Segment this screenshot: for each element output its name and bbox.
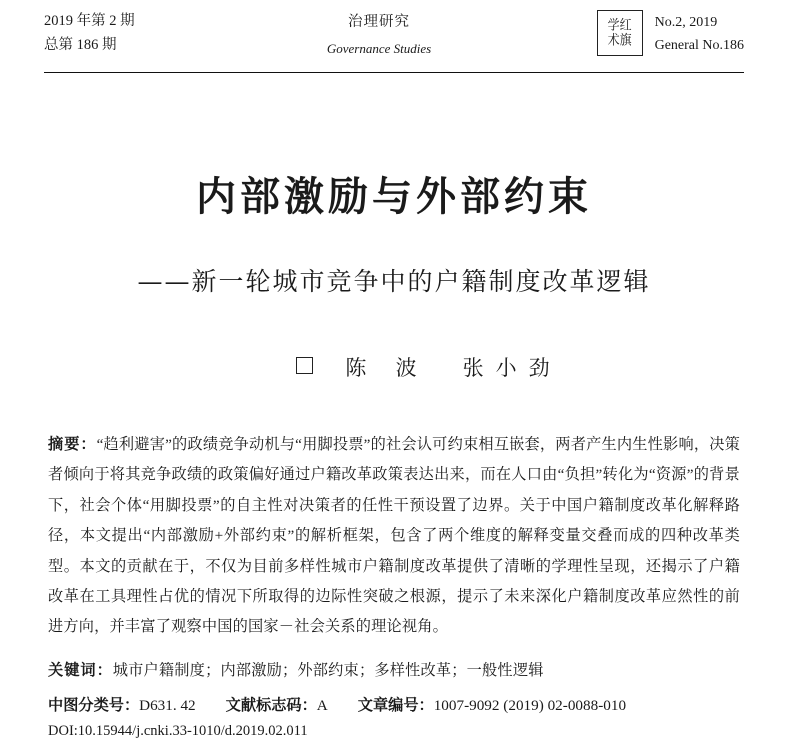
clc-group (48, 692, 196, 721)
issue-number-en: No.2, 2019 (654, 15, 718, 30)
journal-name-en: Governance Studies (326, 40, 432, 56)
keywords-label: 关键词： (48, 661, 113, 679)
header-right-group (534, 10, 744, 57)
author-name-2: 张小劲 (462, 356, 562, 380)
author-marker-icon (296, 357, 313, 374)
clc-label: 中图分类号： (48, 696, 140, 714)
keywords-line (44, 657, 744, 686)
doc-code-group (226, 692, 328, 721)
article-id-label: 文章编号： (357, 696, 434, 714)
seal-text: 学红 术旗 (607, 17, 632, 48)
page-title: 内部激励与外部约束 (196, 173, 592, 220)
header-issue-info (44, 10, 224, 58)
abstract-text: “趋利避害”的政绩竞争动机与“用脚投票”的社会认可约束相互嵌套，两者产生内生性影响，决策者倾向于将其竞争政绩的政策偏好通过户籍改革政策表达出来，而在人口由“负担”转化为“资源”的背景下，社会个体“用脚投票”的自主性对决策者的任性干预设置了边界。关于中国户籍制度改革化解释路径，本文提出“内部激励+外部约束”的解析框架，包含了两个维度的解释变量交叠而成的四种改革类型。本文的贡献在于，不仅为目前多样性城市户籍制度改革提供了清晰的学理性呈现，还揭示了户籍改革在工具理性占优的情况下所取得的边际性突破之根源，提示了未来深化户籍制度改革应然性的前进方向，并丰富了观察中国的国家－社会关系的理论视角。 (48, 436, 741, 636)
header-journal-name (224, 10, 534, 59)
doc-code-label: 文献标志码： (225, 696, 317, 714)
header-divider (44, 72, 744, 73)
clc-value: D631. 42 (139, 696, 196, 714)
page-header (44, 10, 744, 66)
doi-line: DOI:10.15944/j.cnki.33-1010/d.2019.02.011 (48, 722, 308, 739)
abstract-paragraph (44, 430, 744, 643)
doc-code-value: A (316, 696, 328, 714)
keywords-text: 城市户籍制度；内部激励；外部约束；多样性改革；一般性逻辑 (112, 661, 544, 679)
issue-line-1: 2019 年第 2 期 (44, 13, 135, 29)
classification-line (44, 692, 744, 721)
header-issue-info-en (655, 10, 744, 57)
article-id-group (358, 692, 626, 721)
article-id-value: 1007-9092 (2019) 02-0088-010 (433, 696, 627, 714)
author-name-1: 陈 波 (345, 356, 429, 380)
title-block (44, 165, 744, 298)
journal-name-cn: 治理研究 (348, 14, 410, 30)
general-number-en: General No.186 (654, 38, 744, 54)
page-subtitle: ——新一轮城市竞争中的户籍制度改革逻辑 (137, 267, 651, 296)
abstract-label: 摘要： (48, 436, 97, 453)
journal-seal-icon (597, 10, 643, 56)
author-list (44, 352, 744, 382)
issue-line-2: 总第 186 期 (44, 36, 117, 53)
